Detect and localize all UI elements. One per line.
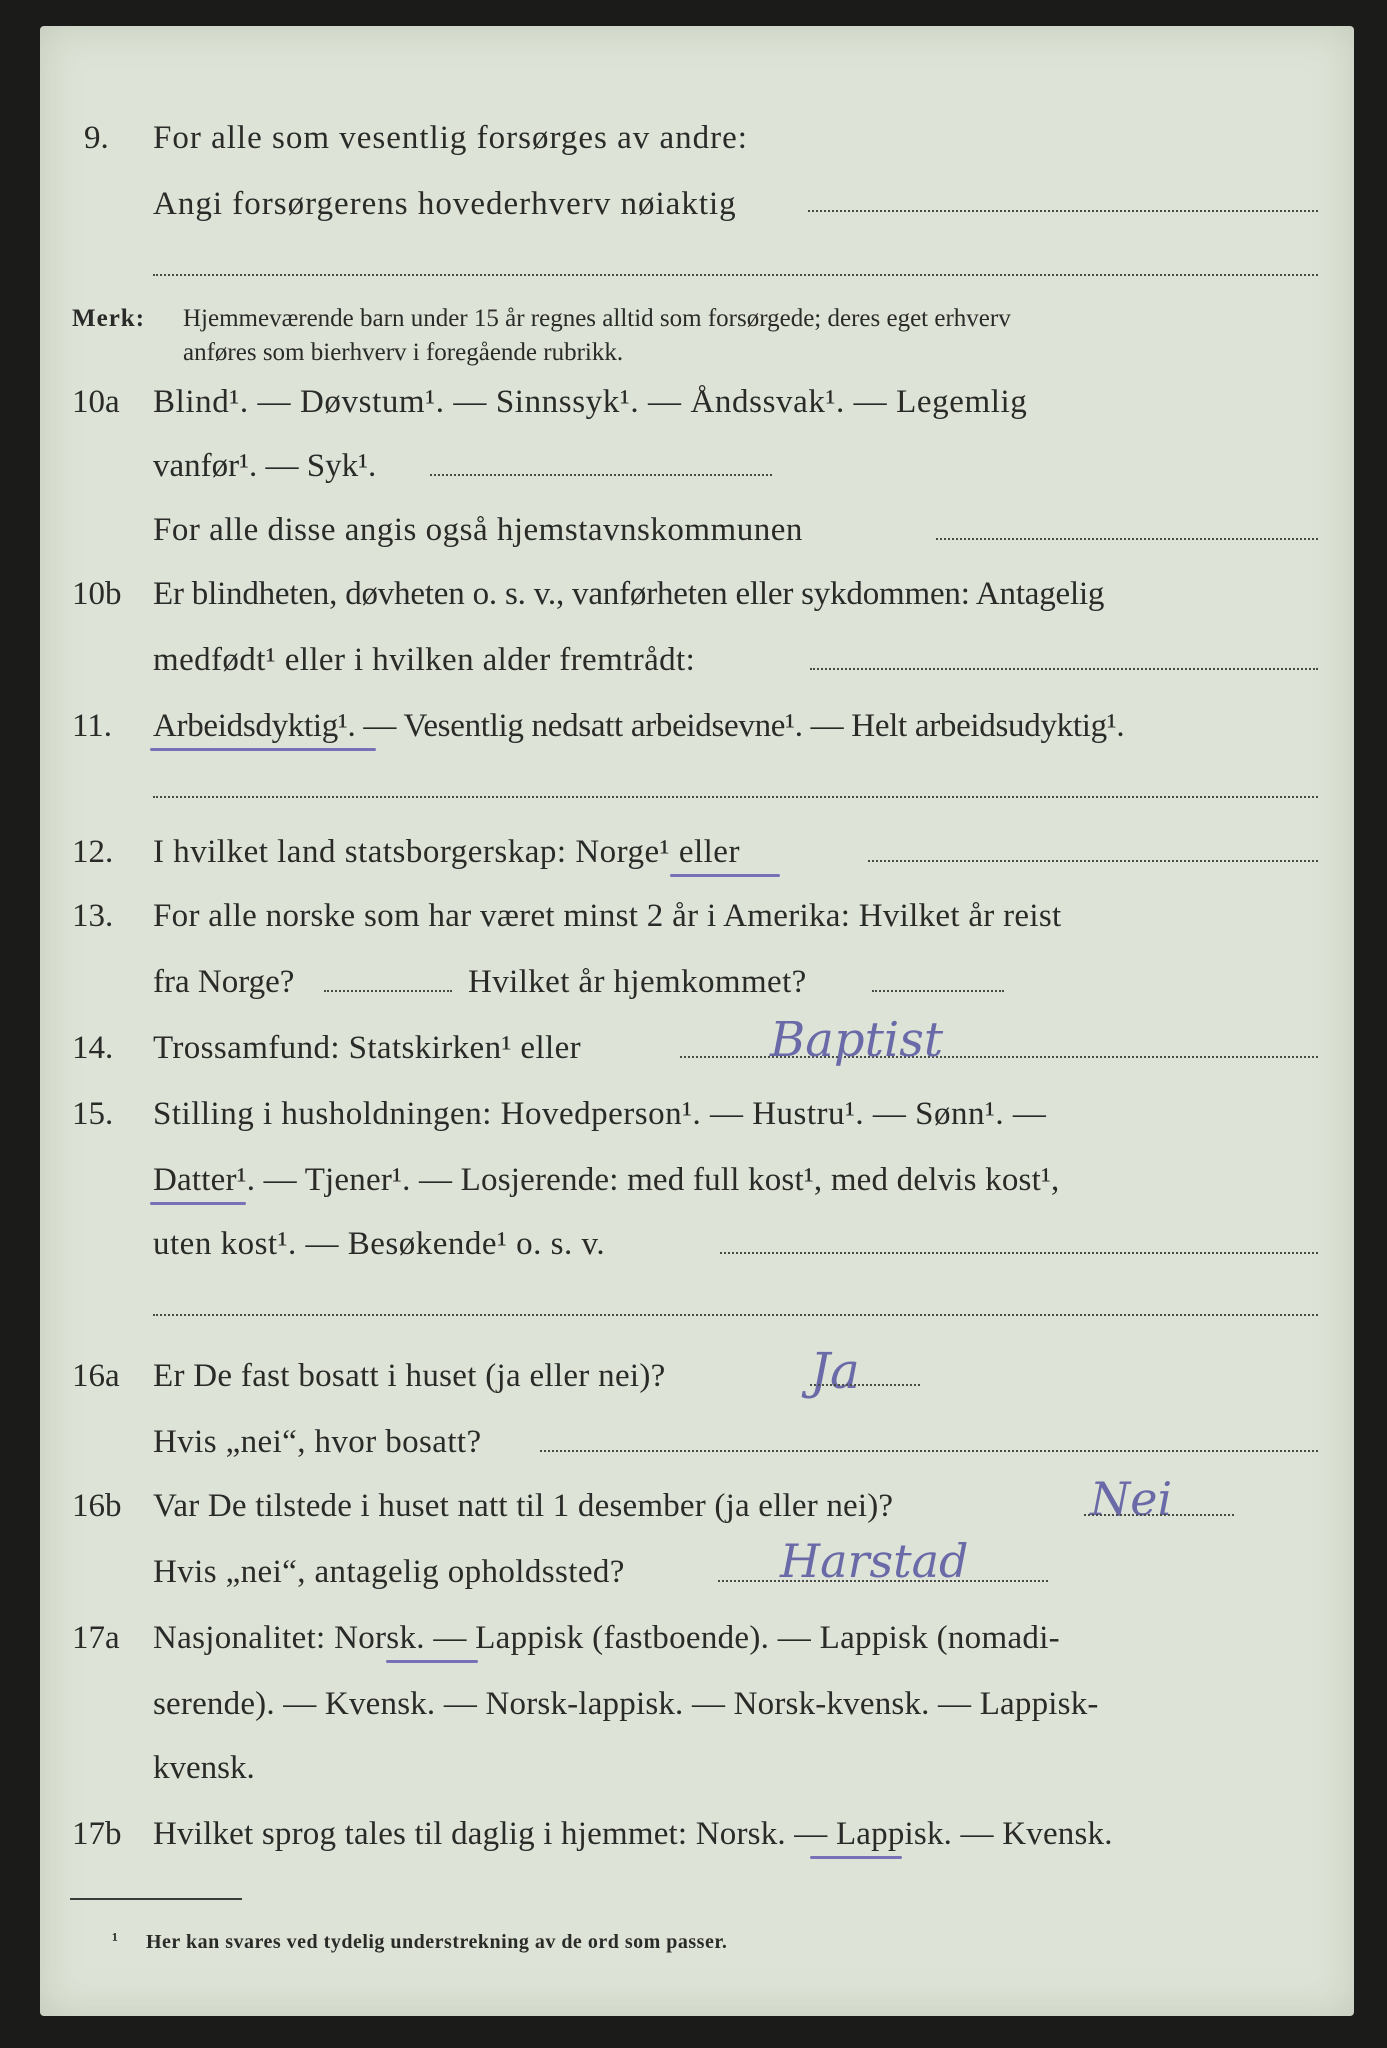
q15-handwritten-underline — [150, 1202, 246, 1205]
q16b-opholdssted-line — [718, 1580, 1048, 1582]
q13-line2a: fra Norge? — [153, 964, 295, 1000]
q15-line3: uten kost¹. — Besøkende¹ o. s. v. — [153, 1226, 606, 1262]
q13-line1: For alle norske som har været minst 2 år i Amerika: Hvilket år reist — [153, 898, 1062, 934]
q12-handwritten-underline — [670, 874, 780, 877]
q14-line1: Trossamfund: Statskirken¹ eller — [153, 1030, 582, 1066]
q16b-number: 16b — [72, 1488, 122, 1524]
q15-answer-line — [720, 1252, 1318, 1254]
q16b-answer-line — [1084, 1514, 1234, 1516]
q11-handwritten-underline — [150, 748, 376, 751]
q11-number: 11. — [72, 708, 113, 744]
q13-reist-line — [324, 990, 452, 992]
q11-line1: Arbeidsdyktig¹. — Vesentlig nedsatt arbeidsevne¹. — Helt arbeidsudyktig¹. — [153, 708, 1125, 744]
q16a-answer-line — [810, 1384, 920, 1386]
q16b-handwritten-answer-2: Harstad — [780, 1534, 969, 1588]
q17b-handwritten-underline — [810, 1856, 902, 1859]
q10b-answer-line — [810, 668, 1318, 670]
q10a-line3: For alle disse angis også hjemstavnskommunen — [153, 512, 803, 548]
q16a-number: 16a — [72, 1358, 120, 1394]
q17a-line2: serende). — Kvensk. — Norsk-lappisk. — Norsk-kvensk. — Lappisk- — [153, 1686, 1099, 1722]
q13-line2b: Hvilket år hjemkommet? — [468, 964, 807, 1000]
q12-number: 12. — [72, 834, 114, 870]
q10a-syk-line — [430, 474, 772, 476]
q16b-line1: Var De tilstede i huset natt til 1 desember (ja eller nei)? — [153, 1488, 894, 1524]
q16b-line2: Hvis „nei“, antagelig opholdssted? — [153, 1554, 625, 1590]
q10a-line2: vanfør¹. — Syk¹. — [153, 448, 377, 484]
merk-line2: anføres som bierhverv i foregående rubrikk. — [183, 339, 624, 366]
footnote-mark: ¹ — [112, 1929, 119, 1951]
q10a-number: 10a — [72, 384, 120, 420]
q12-line1: I hvilket land statsborgerskap: Norge¹ eller — [153, 834, 740, 870]
q9-line2: Angi forsørgerens hovederhverv nøiaktig — [153, 186, 737, 222]
census-form-page — [40, 26, 1354, 2016]
q17b-number: 17b — [72, 1816, 122, 1852]
q17a-handwritten-underline — [386, 1660, 478, 1663]
q16a-handwritten-answer: Ja — [810, 1342, 860, 1400]
q10a-kommune-line — [936, 538, 1318, 540]
q14-handwritten-answer: Baptist — [770, 1012, 944, 1068]
q17a-number: 17a — [72, 1620, 120, 1656]
q9-number: 9. — [84, 120, 109, 156]
q15-line1: Stilling i husholdningen: Hovedperson¹. — Hustru¹. — Sønn¹. — — [153, 1096, 1047, 1132]
footnote-text: Her kan svares ved tydelig understrekning av de ord som passer. — [146, 1931, 728, 1953]
q17a-line1: Nasjonalitet: Norsk. — Lappisk (fastboende). — Lappisk (nomadi- — [153, 1620, 1060, 1656]
q13-hjemkommet-line — [872, 990, 1004, 992]
q16a-line2: Hvis „nei“, hvor bosatt? — [153, 1424, 482, 1460]
q9-line1: For alle som vesentlig forsørges av andre: — [153, 120, 748, 156]
q11-answer-line — [153, 796, 1318, 798]
q16a-bosatt-line — [540, 1450, 1318, 1452]
q15-answer-line-2 — [153, 1314, 1318, 1316]
q10b-line2: medfødt¹ eller i hvilken alder fremtrådt: — [153, 642, 696, 678]
q15-number: 15. — [72, 1096, 114, 1132]
q14-number: 14. — [72, 1030, 114, 1066]
q9-answer-line — [808, 210, 1318, 212]
q16a-line1: Er De fast bosatt i huset (ja eller nei)? — [153, 1358, 666, 1394]
merk-line1: Hjemmeværende barn under 15 år regnes alltid som forsørgede; deres eget erhverv — [183, 305, 1011, 332]
q13-number: 13. — [72, 898, 114, 934]
q17b-line1: Hvilket sprog tales til daglig i hjemmet: Norsk. — Lappisk. — Kvensk. — [153, 1816, 1113, 1852]
q10b-line1: Er blindheten, døvheten o. s. v., vanførheten eller sykdommen: Antagelig — [153, 576, 1105, 612]
merk-label: Merk: — [72, 305, 146, 332]
q9-answer-line-2 — [153, 274, 1318, 276]
q10a-line1: Blind¹. — Døvstum¹. — Sinnssyk¹. — Åndssvak¹. — Legemlig — [153, 384, 1028, 420]
q15-line2: Datter¹. — Tjener¹. — Losjerende: med full kost¹, med delvis kost¹, — [153, 1162, 1060, 1198]
q12-answer-line — [868, 860, 1318, 862]
footnote-rule — [70, 1898, 242, 1900]
q10b-number: 10b — [72, 576, 122, 612]
q17a-line3: kvensk. — [153, 1750, 255, 1786]
q16b-handwritten-answer: Nei — [1090, 1472, 1173, 1526]
